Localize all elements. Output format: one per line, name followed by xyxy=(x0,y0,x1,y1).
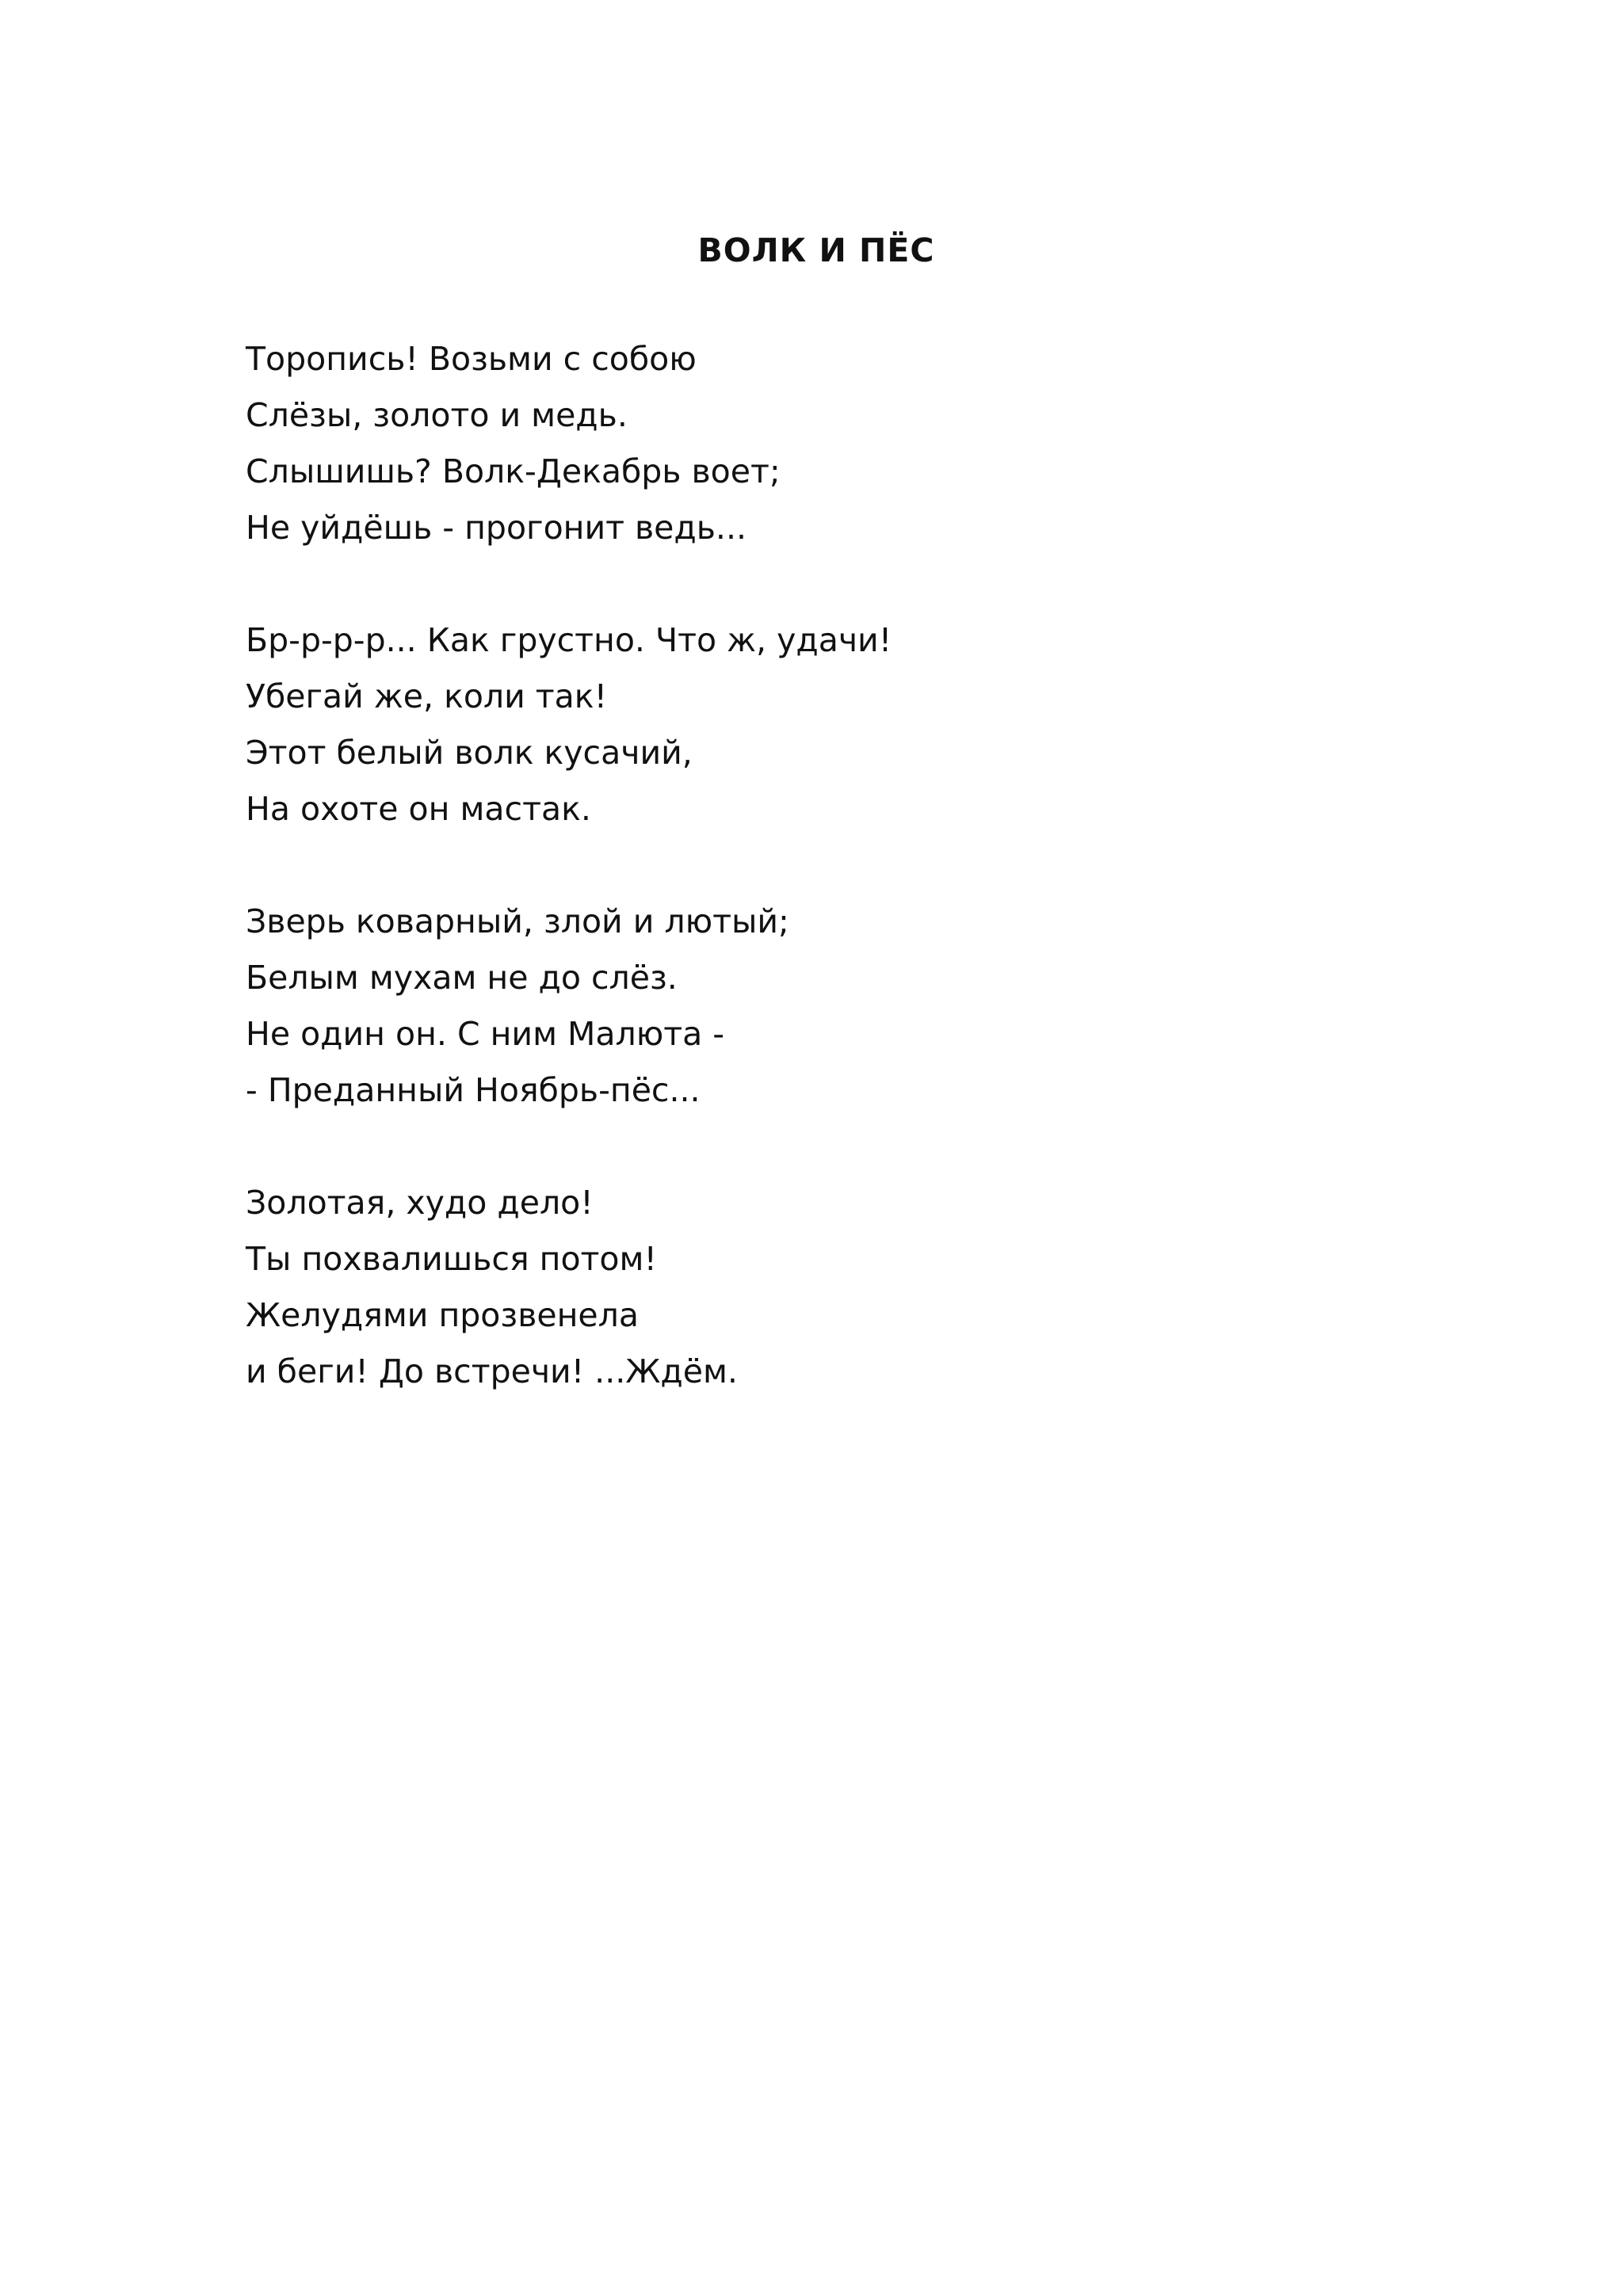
poem-line: На охоте он мастак. xyxy=(246,790,591,828)
poem-line: Не уйдёшь - прогонит ведь... xyxy=(246,509,747,547)
stanza-3 xyxy=(246,894,1434,1119)
stanza-4 xyxy=(246,1175,1434,1400)
poem-line: Желудями прозвенела xyxy=(246,1296,639,1334)
stanza-1 xyxy=(246,331,1434,556)
poem-line: - Преданный Ноябрь-пёс... xyxy=(246,1071,701,1109)
poem-body xyxy=(246,331,1434,1456)
poem-line: Торопись! Возьми с собою xyxy=(246,340,697,378)
poem-line: Этот белый волк кусачий, xyxy=(246,734,693,772)
poem-line: Ты похвалишься потом! xyxy=(246,1240,657,1278)
poem-line: Белым мухам не до слёз. xyxy=(246,959,678,997)
poem-line: Бр-р-р-р... Как грустно. Что ж, удачи! xyxy=(246,621,892,659)
poem-line: Слышишь? Волк-Декабрь воет; xyxy=(246,452,781,490)
poem-line: Не один он. С ним Малюта - xyxy=(246,1015,725,1053)
poem-line: и беги! До встречи! ...Ждём. xyxy=(246,1352,738,1390)
poem-title: ВОЛК И ПЁС xyxy=(697,231,935,269)
poem-line: Золотая, худо дело! xyxy=(246,1184,594,1222)
stanza-2 xyxy=(246,612,1434,837)
poem-line: Слёзы, золото и медь. xyxy=(246,396,628,434)
poem-line: Зверь коварный, злой и лютый; xyxy=(246,902,789,940)
poem-line: Убегай же, коли так! xyxy=(246,677,608,715)
